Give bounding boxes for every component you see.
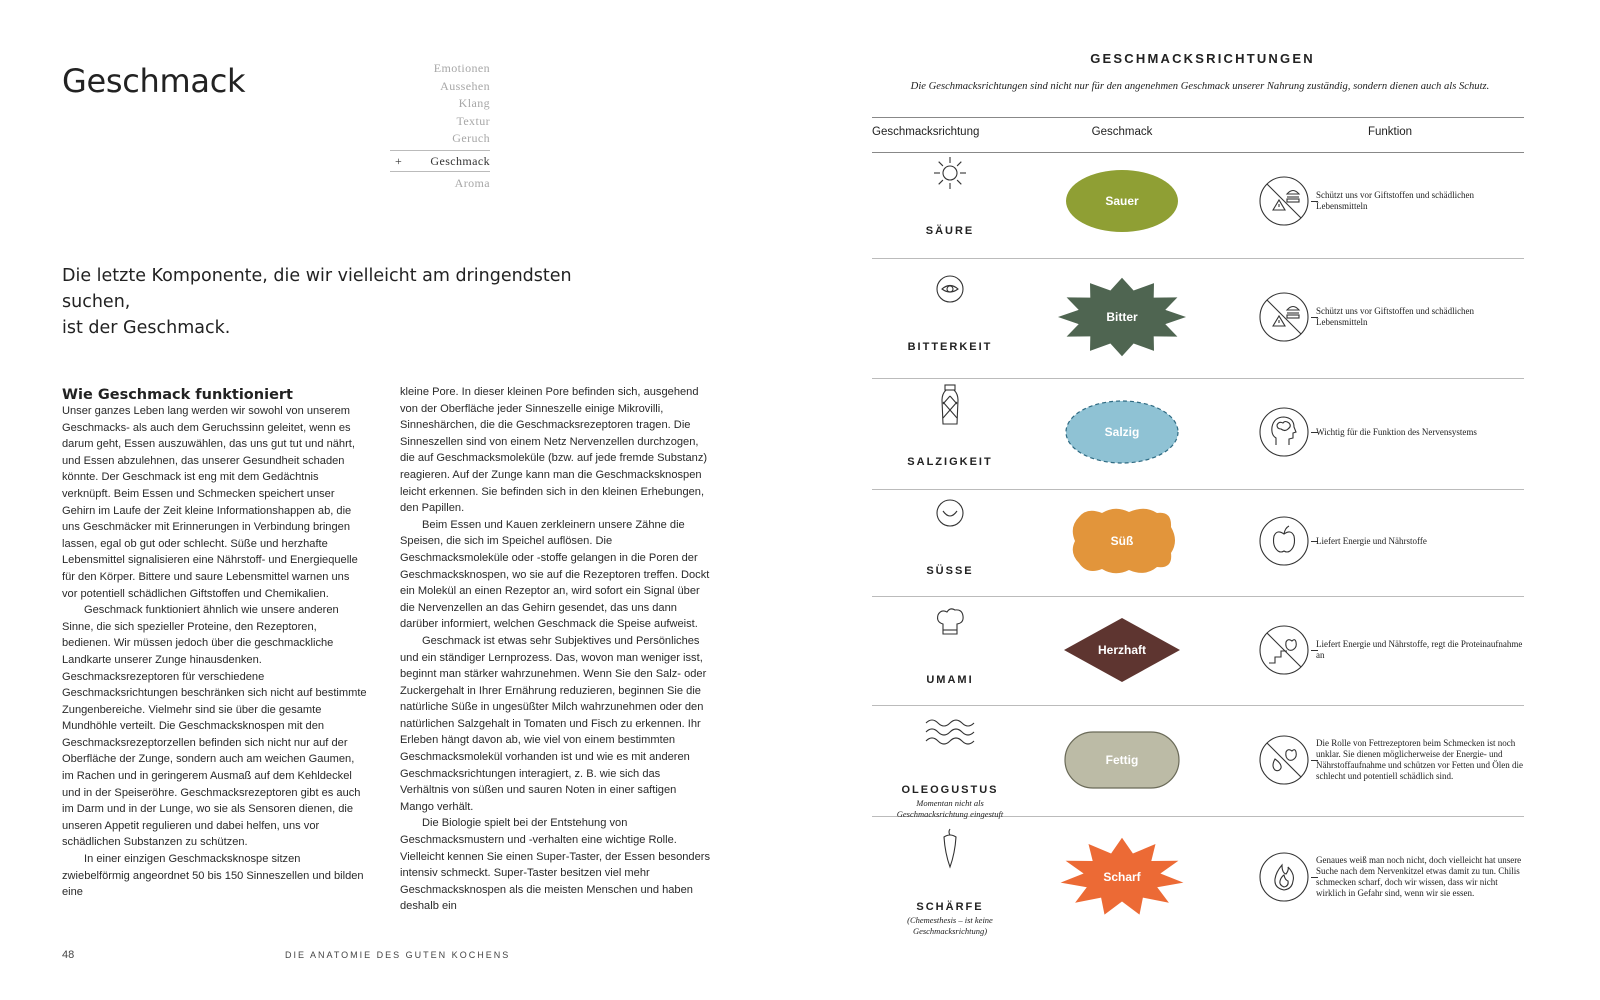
nav-item-textur[interactable]: Textur [456, 113, 490, 128]
function-description: Schützt uns vor Giftstoffen und schädlichen Lebensmitteln [1316, 306, 1475, 328]
flame-icon [1257, 850, 1311, 909]
no-burger-warning-icon [1257, 174, 1311, 233]
taste-shape-süß [1057, 501, 1187, 581]
function-description: Wichtig für die Funktion des Nervensystems [1316, 426, 1477, 437]
taste-shape-bitter [1057, 277, 1187, 357]
paragraph: Geschmack ist etwas sehr Subjektives und Persönliches und ein ständiger Lernprozess. Das, wovon man weniger isst, beginnt man stärker wahrzunehmen. Wenn Sie den Salz- oder Zuckergehalt in Ihrer Ernährung reduzieren, beginnen Sie die natürliche Süße in ungesüßter Milch wahrzunehmen oder den natürlichen Salzgehalt in Tomaten und Fisch zu erkennen. Ihr Erleben hängt davon ab, wie viel von einem bestimmten Geschmacksmolekül vorhanden ist und wie es mit anderen Geschmacksrichtungen interagiert, z. B. wie sich das Verhältnis von süßen und sauren Noten in einer saftigen Mango verhält. [400, 634, 707, 813]
taste-label-süsse: SÜSSE [926, 565, 974, 577]
intro-line-1: Die letzte Komponente, die wir vielleicht am dringendsten suchen, [62, 266, 572, 312]
function-description: Die Rolle von Fettrezeptoren beim Schmecken ist noch unklar. Sie dienen möglicherweise der Energie- und Nährstoffaufnahme und schützen vor Fetten und Ölen die schlecht und potentiell schädlich sind. [1316, 737, 1524, 782]
nav-item-geschmack-active[interactable] [390, 150, 490, 172]
chapter-nav [390, 60, 490, 192]
intro-lead [62, 263, 622, 341]
taste-shape-fettig [1057, 720, 1187, 800]
taste-name: Fettig [1105, 753, 1139, 767]
function-description: Liefert Energie und Nährstoffe [1316, 535, 1427, 546]
taste-label-salzigkeit: SALZIGKEIT [907, 456, 993, 468]
taste-label-schärfe: SCHÄRFE [916, 901, 984, 913]
taste-label-bitterkeit: BITTERKEIT [907, 341, 993, 353]
taste-shape-salzig [1057, 392, 1187, 472]
nav-item-geruch[interactable]: Geruch [452, 131, 490, 145]
table-top-rule [872, 117, 1524, 118]
column-header-geschmack: Geschmack [1091, 126, 1153, 138]
row-divider [872, 258, 1524, 259]
nav-item-geschmack-label: Geschmack [430, 153, 490, 168]
apple-stairs-icon [1257, 623, 1311, 682]
taste-name: Scharf [1103, 870, 1141, 884]
page-number: 48 [62, 949, 75, 961]
no-drop-apple-icon [1257, 733, 1311, 792]
taste-name: Salzig [1104, 425, 1140, 439]
salt-shaker-icon [932, 382, 968, 431]
taste-name: Bitter [1106, 310, 1138, 324]
taste-shape-herzhaft [1057, 610, 1187, 690]
sun-icon [932, 155, 968, 196]
chef-hat-icon [932, 604, 968, 645]
waves-icon [922, 717, 978, 752]
paragraph: In einer einzigen Geschmacksknospe sitzen zwiebelförmig angeordnet 50 bis 150 Sinneszellen und bilden eine [62, 853, 364, 899]
smile-icon [932, 495, 968, 536]
active-marker: + [395, 153, 403, 168]
paragraph: kleine Pore. In dieser kleinen Pore befinden sich, ausgehend von der Oberfläche jeder Sinneszelle einige Mikrovilli, Sinneshärchen, die die Geschmacksrezeptoren tragen. Die Sinneszellen sind von einem Netz Nervenzellen durchzogen, die auf Geschmacksmoleküle (bzw. auf jede fremde Substanz) reagieren. Auf der Zunge kann man die Geschmacksknospen leicht erkennen. Sie befinden sich in den kleinen Erhebungen, den Papillen. [400, 386, 708, 515]
taste-shape-sauer [1057, 161, 1187, 241]
header-rule [872, 152, 1524, 153]
taste-name: Sauer [1105, 194, 1139, 208]
taste-label-umami: UMAMI [926, 674, 974, 686]
page-title: Geschmack [62, 62, 246, 100]
taste-label-oleogustus: OLEOGUSTUS [901, 784, 999, 796]
intro-line-2: ist der Geschmack. [62, 318, 231, 338]
paragraph: Die Biologie spielt bei der Entstehung von Geschmacksmustern und -verhalten eine wichtige Rolle. Vielleicht kennen Sie einen Super-Taster, der Essen besonders intensiv schmeckt. Super-Taster besitzen viel mehr Geschmacksknospen als die meisten Menschen und haben deshalb ein [400, 817, 710, 913]
taste-note: (Chemesthesis – ist keine Geschmacksrichtung) [907, 915, 993, 936]
taste-label-säure: SÄURE [925, 225, 975, 237]
section-subheading: Wie Geschmack funktioniert [62, 387, 293, 403]
function-description: Schützt uns vor Giftstoffen und schädlichen Lebensmitteln [1316, 190, 1475, 212]
running-title: DIE ANATOMIE DES GUTEN KOCHENS [285, 950, 511, 960]
taste-note: Momentan nicht als Geschmacksrichtung eingestuft [896, 798, 1004, 819]
taste-shape-scharf [1057, 837, 1187, 917]
taste-name: Süß [1110, 534, 1134, 548]
nav-item-aussehen[interactable]: Aussehen [440, 78, 490, 93]
nav-item-emotionen[interactable]: Emotionen [433, 61, 490, 75]
column-header-funktion: Funktion [1367, 126, 1413, 138]
table-subtitle: Die Geschmacksrichtungen sind nicht nur für den angenehmen Geschmack unserer Nahrung zuständig, sondern dienen auch als Schutz. [910, 81, 1490, 92]
apple-icon [1257, 514, 1311, 573]
eye-icon [932, 271, 968, 312]
column-header-richtung: Geschmacksrichtung [872, 126, 980, 138]
paragraph: Geschmack funktioniert ähnlich wie unsere anderen Sinne, die sich spezieller Proteine, den Rezeptoren, bedienen. Wir müssen jedoch über die geschmackliche Landkarte unserer Zunge hinausdenken. Geschmacksrezeptoren für verschiedene Geschmacksrichtungen beschränken sich nicht auf bestimmte Zungenbereiche. Vielmehr sind sie über die gesamte Mundhöhle verteilt. Die Geschmacksknospen mit den Geschmacksrezeptorzellen befinden sich nicht nur auf der Oberfläche der Zunge, sondern auch am weichen Gaumen, im Rachen und in geringerem Ausmaß auf dem Kehldeckel und in der Speiseröhre. Geschmacksrezeptoren gibt es auch im Darm und in der Lunge, wo sie als Sensoren dienen, die unseren Appetit regulieren und dabei helfen, uns vor schädlichen Substanzen zu schützen. [62, 604, 367, 849]
row-divider [872, 378, 1524, 379]
no-burger-warning-icon [1257, 290, 1311, 349]
head-brain-icon [1257, 405, 1311, 464]
nav-item-klang[interactable]: Klang [458, 96, 490, 110]
row-divider [872, 596, 1524, 597]
row-divider [872, 489, 1524, 490]
body-column-2 [400, 384, 710, 915]
row-divider [872, 705, 1524, 706]
nav-item-aroma[interactable]: Aroma [454, 175, 490, 190]
taste-name: Herzhaft [1097, 643, 1146, 657]
function-description: Liefert Energie und Nährstoffe, regt die Proteinaufnahme an [1316, 639, 1523, 661]
body-column-1 [62, 403, 367, 901]
paragraph: Unser ganzes Leben lang werden wir sowohl von unserem Geschmacks- als auch dem Geruchssinn geleitet, wenn es darum geht, Essen auszuwählen, das uns gut tut und nährt, und Essen abzulehnen, das unserer Gesundheit schaden könnte. Der Geschmack ist eng mit dem Gedächtnis verknüpft. Beim Essen und Schmecken speichert unser Gehirn im Laufe der Zeit kleine Informationshappen ab, die uns Geschmäcker mit Erinnerungen in Verbindung bringen lassen, egal ob gut oder schlecht. Süße und herzhafte Lebensmittel signalisieren eine Nährstoff- und Energiequelle für den Körper. Bittere und saure Lebensmittel warnen uns vor potentiell schädlichen Giftstoffen und Chemikalien. [62, 405, 358, 600]
paragraph: Beim Essen und Kauen zerkleinern unsere Zähne die Speisen, die sich im Speichel auflösen. Die Geschmacksmoleküle oder -stoffe gelangen in die Poren der Geschmacksknospen, wo sie auf die Rezeptoren treffen. Dockt ein Molekül an einen Rezeptor an, wird sofort ein Signal über die Nervenzellen an das Gehirn gesendet, das uns dann darüber informiert, welchen Geschmack die Speise aufweist. [400, 518, 710, 631]
function-description: Genaues weiß man noch nicht, doch vielleicht hat unsere Suche nach dem Nervenkitzel etwas damit zu tun. Chilis schmecken scharf, doch wir wissen, dass wir nicht wirklich in Gefahr sind, wenn wir sie essen. [1316, 854, 1522, 899]
chili-icon [935, 827, 965, 876]
table-heading: GESCHMACKSRICHTUNGEN [1090, 51, 1315, 66]
